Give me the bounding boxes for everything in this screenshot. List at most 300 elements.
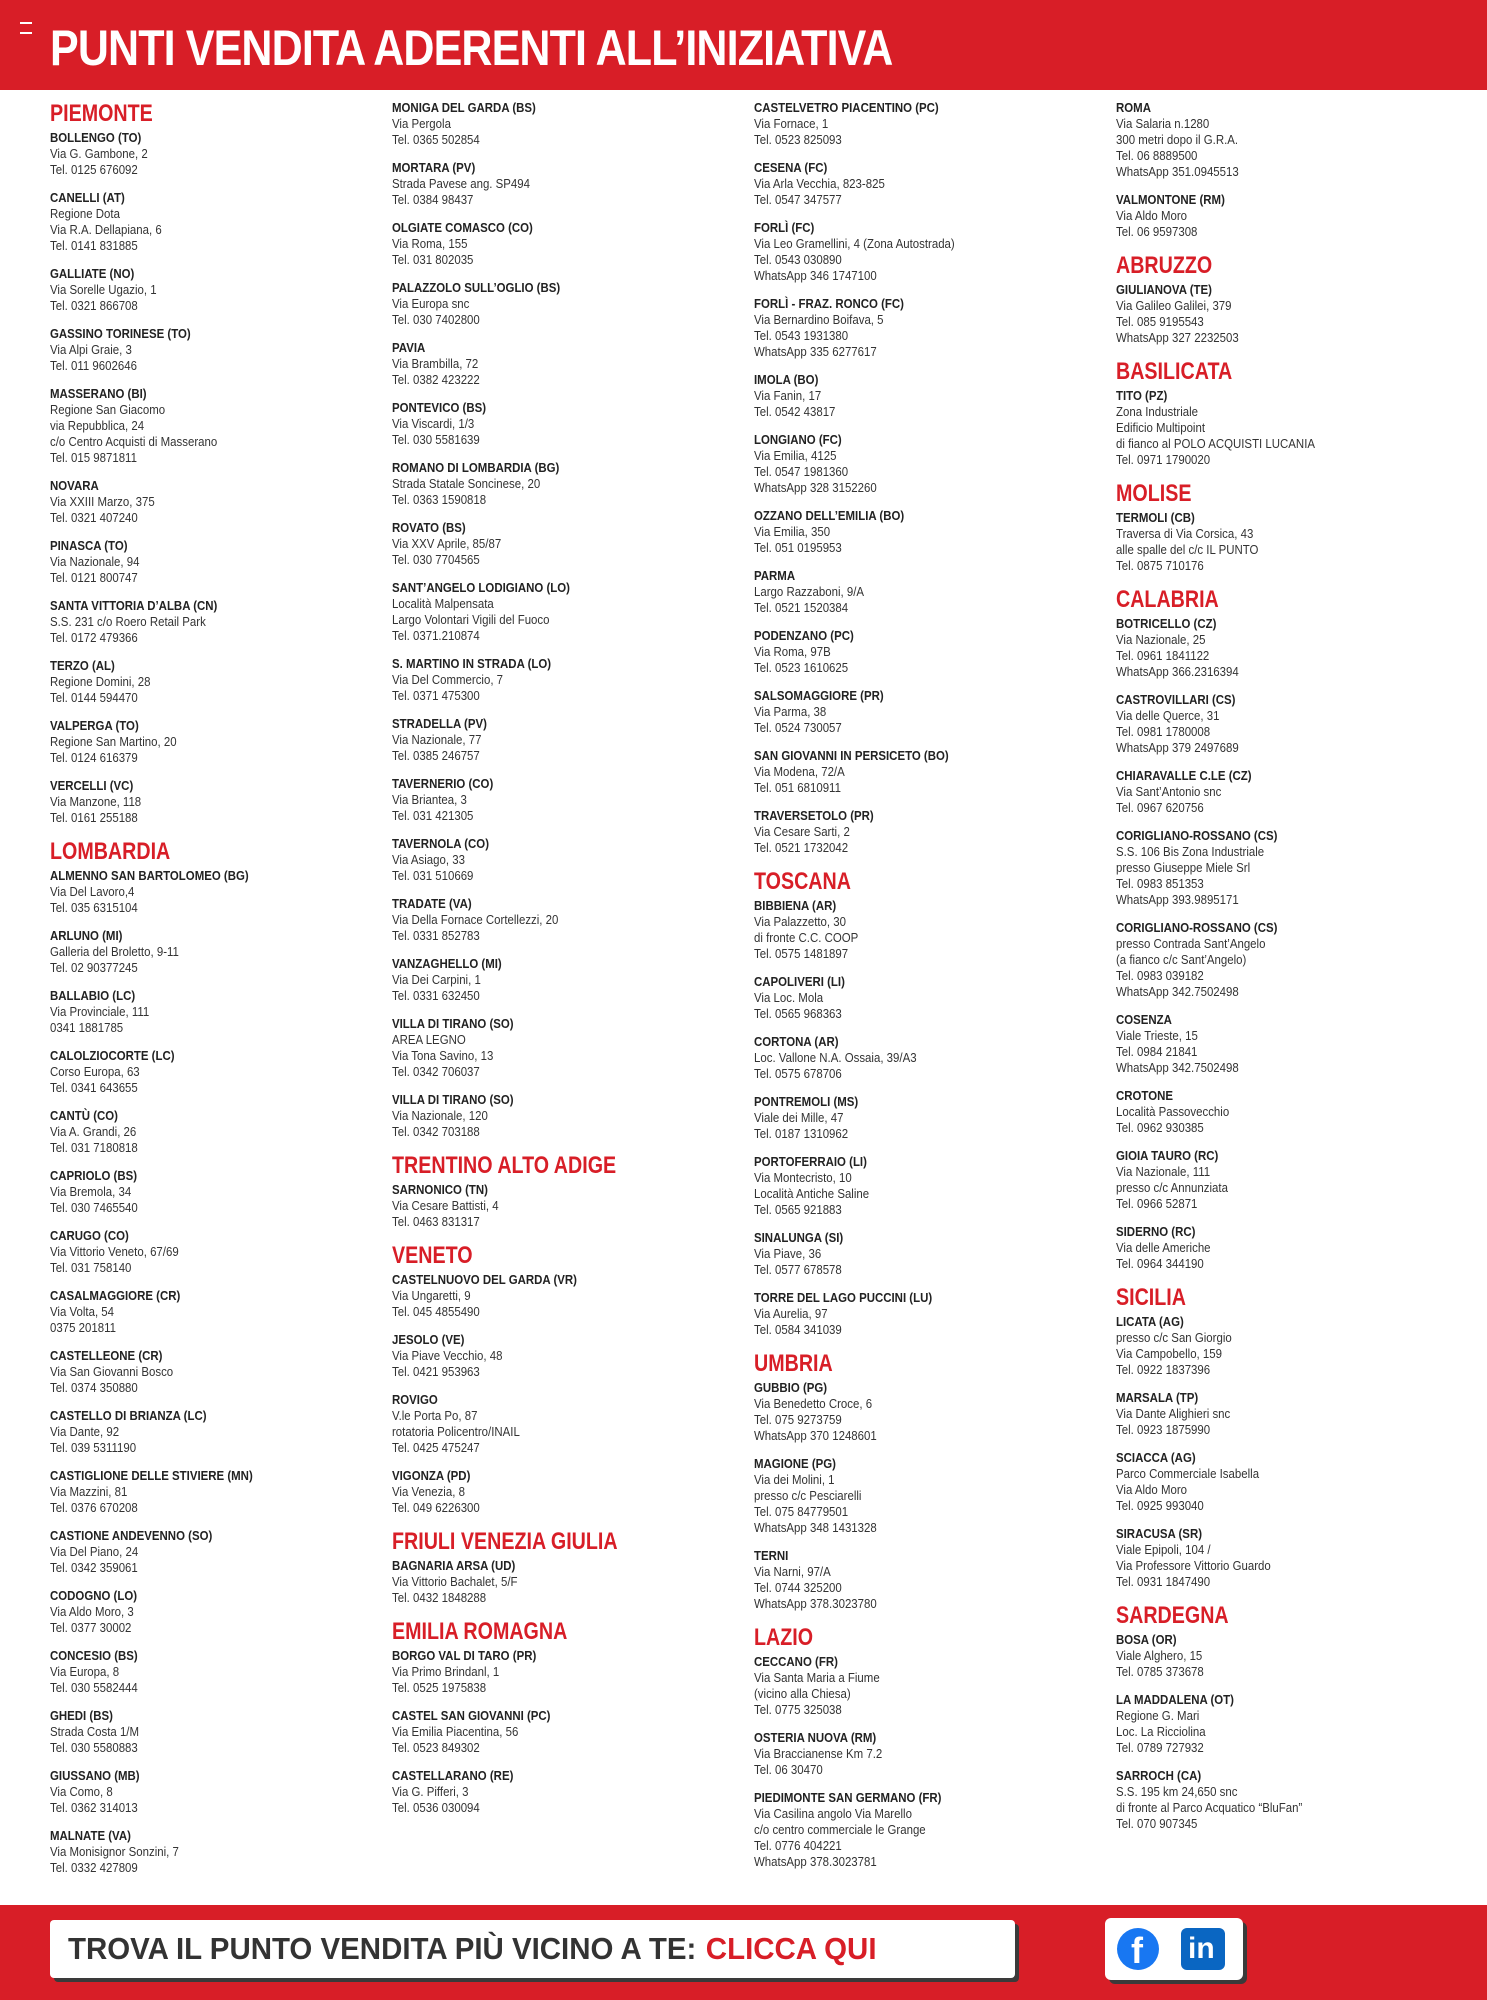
store-detail: presso Contrada Sant’Angelo — [1116, 936, 1266, 951]
store-detail: Tel. 0331 632450 — [392, 988, 480, 1003]
store-detail: Galleria del Broletto, 9-11 — [50, 944, 179, 959]
store-entry — [50, 1828, 400, 1876]
store-detail: Tel. 0321 866708 — [50, 298, 138, 313]
store-name: S. MARTINO IN STRADA (LO) — [392, 656, 552, 671]
store-name: BIBBIENA (AR) — [754, 898, 837, 913]
store-detail: Via Modena, 72/A — [754, 764, 845, 779]
store-detail: Tel. 031 510669 — [392, 868, 474, 883]
store-detail: S.S. 231 c/o Roero Retail Park — [50, 614, 206, 629]
store-name: CESENA (FC) — [754, 160, 828, 175]
store-entry — [754, 568, 1104, 616]
store-name: CROTONE — [1116, 1088, 1173, 1103]
store-detail: Regione Domini, 28 — [50, 674, 151, 689]
store-detail: Tel. 0922 1837396 — [1116, 1362, 1211, 1377]
store-detail: Via Cesare Sarti, 2 — [754, 824, 850, 839]
store-detail: Tel. 0577 678578 — [754, 1262, 842, 1277]
store-detail: Via Del Lavoro,4 — [50, 884, 135, 899]
store-detail: presso Giuseppe Miele Srl — [1116, 860, 1251, 875]
store-detail: Via Aurelia, 97 — [754, 1306, 828, 1321]
store-name: COSENZA — [1116, 1012, 1172, 1027]
store-detail: Tel. 0187 1310962 — [754, 1126, 849, 1141]
store-name: TERMOLI (CB) — [1116, 510, 1195, 525]
store-entry — [1116, 1224, 1466, 1272]
store-detail: WhatsApp 342.7502498 — [1116, 1060, 1239, 1075]
store-entry — [392, 776, 742, 824]
store-name: NOVARA — [50, 478, 99, 493]
store-detail: Strada Costa 1/M — [50, 1724, 140, 1739]
store-name: CECCANO (FR) — [754, 1654, 838, 1669]
store-entry — [50, 386, 400, 466]
store-name: BAGNARIA ARSA (UD) — [392, 1558, 516, 1573]
store-detail: Via A. Grandi, 26 — [50, 1124, 137, 1139]
region-heading: TRENTINO ALTO ADIGE — [392, 1152, 617, 1179]
store-detail: Tel. 0584 341039 — [754, 1322, 842, 1337]
store-detail: Tel. 0961 1841122 — [1116, 648, 1210, 663]
store-name: SALSOMAGGIORE (PR) — [754, 688, 884, 703]
store-name: GALLIATE (NO) — [50, 266, 135, 281]
store-detail: WhatsApp 348 1431328 — [754, 1520, 877, 1535]
store-detail: Via Europa snc — [392, 296, 470, 311]
store-detail: WhatsApp 342.7502498 — [1116, 984, 1239, 999]
store-entry — [754, 898, 1104, 962]
store-detail: Via Monisignor Sonzini, 7 — [50, 1844, 179, 1859]
store-name: MARSALA (TP) — [1116, 1390, 1199, 1405]
store-detail: Tel. 0141 831885 — [50, 238, 138, 253]
store-detail: Tel. 0983 851353 — [1116, 876, 1204, 891]
cta-text: TROVA IL PUNTO VENDITA PIÙ VICINO A TE: — [68, 1931, 697, 1966]
store-entry — [1116, 192, 1466, 240]
store-name: CARUGO (CO) — [50, 1228, 129, 1243]
region-heading: SARDEGNA — [1116, 1602, 1229, 1629]
store-name: SAN GIOVANNI IN PERSICETO (BO) — [754, 748, 949, 763]
store-entry — [1116, 1148, 1466, 1212]
store-detail: Tel. 0785 373678 — [1116, 1664, 1204, 1679]
store-entry — [50, 130, 400, 178]
store-detail: Tel. 0342 359061 — [50, 1560, 138, 1575]
store-name: LICATA (AG) — [1116, 1314, 1184, 1329]
store-detail: Tel. 0547 347577 — [754, 192, 842, 207]
store-name: ROMANO DI LOMBARDIA (BG) — [392, 460, 560, 475]
store-name: STRADELLA (PV) — [392, 716, 487, 731]
store-detail: Tel. 0971 1790020 — [1116, 452, 1211, 467]
store-entry — [392, 1468, 742, 1516]
store-name: SIDERNO (RC) — [1116, 1224, 1196, 1239]
store-detail: Via Del Piano, 24 — [50, 1544, 139, 1559]
region-heading: ABRUZZO — [1116, 252, 1213, 279]
store-name: CORIGLIANO-ROSSANO (CS) — [1116, 920, 1278, 935]
store-name: TRADATE (VA) — [392, 896, 472, 911]
column-3 — [754, 100, 1104, 1882]
store-entry — [1116, 1768, 1466, 1832]
store-detail: Tel. 0547 1981360 — [754, 464, 849, 479]
store-detail: Tel. 0536 030094 — [392, 1800, 480, 1815]
cta-link[interactable]: CLICCA QUI — [705, 1931, 877, 1966]
store-detail: Via Aldo Moro, 3 — [50, 1604, 134, 1619]
store-name: CODOGNO (LO) — [50, 1588, 138, 1603]
store-detail: rotatoria Policentro/INAIL — [392, 1424, 520, 1439]
store-detail: WhatsApp 378.3023780 — [754, 1596, 877, 1611]
store-name: LONGIANO (FC) — [754, 432, 842, 447]
store-entry — [1116, 1390, 1466, 1438]
store-detail: Via Roma, 155 — [392, 236, 468, 251]
store-entry — [392, 1768, 742, 1816]
store-detail: Tel. 070 907345 — [1116, 1816, 1198, 1831]
store-name: GIOIA TAURO (RC) — [1116, 1148, 1219, 1163]
store-detail: Via Cesare Battisti, 4 — [392, 1198, 499, 1213]
store-entry — [754, 1094, 1104, 1142]
store-detail: Viale Epipoli, 104 / — [1116, 1542, 1211, 1557]
store-detail: Via Arla Vecchia, 823-825 — [754, 176, 885, 191]
store-detail: Tel. 0776 404221 — [754, 1838, 842, 1853]
store-detail: WhatsApp 335 6277617 — [754, 344, 877, 359]
store-detail: WhatsApp 370 1248601 — [754, 1428, 877, 1443]
store-name: VILLA DI TIRANO (SO) — [392, 1092, 514, 1107]
store-detail: Località Antiche Saline — [754, 1186, 870, 1201]
store-detail: Tel. 0789 727932 — [1116, 1740, 1204, 1755]
store-detail: Via Pergola — [392, 116, 451, 131]
store-entry — [754, 432, 1104, 496]
store-name: PONTEVICO (BS) — [392, 400, 487, 415]
menu-icon — [20, 22, 32, 34]
store-name: ALMENNO SAN BARTOLOMEO (BG) — [50, 868, 249, 883]
region-heading: FRIULI VENEZIA GIULIA — [392, 1528, 618, 1555]
store-detail: Tel. 0371 475300 — [392, 688, 480, 703]
store-name: PALAZZOLO SULL’OGLIO (BS) — [392, 280, 561, 295]
store-name: ROVATO (BS) — [392, 520, 466, 535]
store-entry — [50, 658, 400, 706]
store-detail: Tel. 0161 255188 — [50, 810, 138, 825]
store-detail: 0341 1881785 — [50, 1020, 124, 1035]
store-name: OZZANO DELL’EMILIA (BO) — [754, 508, 905, 523]
store-detail: Tel. 0377 30002 — [50, 1620, 132, 1635]
store-locator-label[interactable] — [68, 1920, 877, 1978]
store-detail: Via Fanin, 17 — [754, 388, 822, 403]
store-detail: Tel. 015 9871811 — [50, 450, 137, 465]
store-detail: Via Aldo Moro — [1116, 1482, 1188, 1497]
store-name: ARLUNO (MI) — [50, 928, 123, 943]
store-detail: Via Leo Gramellini, 4 (Zona Autostrada) — [754, 236, 955, 251]
store-detail: Via Venezia, 8 — [392, 1484, 465, 1499]
store-detail: di fronte C.C. COOP — [754, 930, 859, 945]
linkedin-icon[interactable]: in — [1181, 1928, 1225, 1970]
store-entry — [50, 1408, 400, 1456]
store-entry — [392, 656, 742, 704]
store-entry — [754, 1730, 1104, 1778]
store-detail: Via Bremola, 34 — [50, 1184, 132, 1199]
store-name: CORTONA (AR) — [754, 1034, 839, 1049]
store-entry — [50, 1708, 400, 1756]
store-locator-button[interactable] — [50, 1920, 1015, 1978]
store-name: TAVERNERIO (CO) — [392, 776, 494, 791]
store-name: SANTA VITTORIA D’ALBA (CN) — [50, 598, 218, 613]
store-detail: Traversa di Via Corsica, 43 — [1116, 526, 1254, 541]
store-entry — [1116, 282, 1466, 346]
store-name: GIULIANOVA (TE) — [1116, 282, 1212, 297]
store-entry — [50, 1168, 400, 1216]
store-detail: Tel. 06 30470 — [754, 1762, 823, 1777]
store-name: MAGIONE (PG) — [754, 1456, 836, 1471]
store-entry — [50, 1648, 400, 1696]
store-entry — [1116, 1692, 1466, 1756]
store-entry — [754, 372, 1104, 420]
store-detail: Tel. 0376 670208 — [50, 1500, 138, 1515]
store-name: CASTELVETRO PIACENTINO (PC) — [754, 100, 939, 115]
store-name: CORIGLIANO-ROSSANO (CS) — [1116, 828, 1278, 843]
store-detail: Tel. 030 7704565 — [392, 552, 480, 567]
store-name: TAVERNOLA (CO) — [392, 836, 490, 851]
store-entry — [754, 628, 1104, 676]
store-name: MALNATE (VA) — [50, 1828, 131, 1843]
store-detail: Tel. 0923 1875990 — [1116, 1422, 1211, 1437]
store-detail: Via XXV Aprile, 85/87 — [392, 536, 502, 551]
store-entry — [1116, 100, 1466, 180]
store-name: PARMA — [754, 568, 796, 583]
store-entry — [1116, 616, 1466, 680]
store-name: PAVIA — [392, 340, 426, 355]
store-entry — [1116, 388, 1466, 468]
store-name: GIUSSANO (MB) — [50, 1768, 140, 1783]
store-detail: Regione G. Mari — [1116, 1708, 1200, 1723]
store-detail: presso c/c San Giorgio — [1116, 1330, 1232, 1345]
store-entry — [50, 478, 400, 526]
store-entry — [754, 508, 1104, 556]
region-heading: VENETO — [392, 1242, 473, 1269]
store-detail: Tel. 0875 710176 — [1116, 558, 1204, 573]
store-name: VERCELLI (VC) — [50, 778, 134, 793]
store-name: TORRE DEL LAGO PUCCINI (LU) — [754, 1290, 933, 1305]
store-entry — [392, 160, 742, 208]
store-name: IMOLA (BO) — [754, 372, 819, 387]
store-entry — [392, 956, 742, 1004]
store-detail: Via Professore Vittorio Guardo — [1116, 1558, 1271, 1573]
store-detail: presso c/c Annunziata — [1116, 1180, 1228, 1195]
store-detail: Via Alpi Graie, 3 — [50, 342, 132, 357]
region-heading: MOLISE — [1116, 480, 1192, 507]
store-name: SANT’ANGELO LODIGIANO (LO) — [392, 580, 570, 595]
store-detail: Tel. 0331 852783 — [392, 928, 480, 943]
store-detail: Via Volta, 54 — [50, 1304, 115, 1319]
store-name: TRAVERSETOLO (PR) — [754, 808, 874, 823]
store-entry — [754, 748, 1104, 796]
store-detail: Via Primo Brindanl, 1 — [392, 1664, 500, 1679]
store-name: GASSINO TORINESE (TO) — [50, 326, 191, 341]
store-detail: Tel. 051 0195953 — [754, 540, 842, 555]
store-detail: Via Tona Savino, 13 — [392, 1048, 494, 1063]
store-entry — [50, 1228, 400, 1276]
store-detail: Tel. 0371.210874 — [392, 628, 480, 643]
store-detail: Tel. 0575 1481897 — [754, 946, 849, 961]
store-detail: Località Passovecchio — [1116, 1104, 1230, 1119]
store-name: BALLABIO (LC) — [50, 988, 136, 1003]
store-name: TITO (PZ) — [1116, 388, 1168, 403]
store-detail: Tel. 0363 1590818 — [392, 492, 487, 507]
store-detail: Via G. Pifferi, 3 — [392, 1784, 469, 1799]
store-detail: Tel. 0521 1520384 — [754, 600, 849, 615]
region-heading: UMBRIA — [754, 1350, 833, 1377]
store-detail: Tel. 0523 825093 — [754, 132, 842, 147]
store-name: CALOLZIOCORTE (LC) — [50, 1048, 175, 1063]
region-heading: EMILIA ROMAGNA — [392, 1618, 568, 1645]
store-entry — [50, 988, 400, 1036]
store-entry — [50, 928, 400, 976]
store-entry — [754, 1654, 1104, 1718]
store-entry — [1116, 1632, 1466, 1680]
store-detail: Via Asiago, 33 — [392, 852, 465, 867]
store-detail: Via Aldo Moro — [1116, 208, 1188, 223]
store-entry — [1116, 768, 1466, 816]
store-detail: Tel. 0121 800747 — [50, 570, 138, 585]
store-detail: Tel. 0321 407240 — [50, 510, 138, 525]
store-detail: Via Nazionale, 111 — [1116, 1164, 1211, 1179]
store-detail: Via Della Fornace Cortellezzi, 20 — [392, 912, 559, 927]
store-name: FORLÌ (FC) — [754, 220, 815, 235]
store-detail: Tel. 0775 325038 — [754, 1702, 842, 1717]
column-1 — [50, 100, 400, 1888]
store-name: CASTIGLIONE DELLE STIVIERE (MN) — [50, 1468, 253, 1483]
store-entry — [754, 1230, 1104, 1278]
store-detail: Via Casilina angolo Via Marello — [754, 1806, 912, 1821]
store-entry — [754, 1034, 1104, 1082]
store-name: CASTROVILLARI (CS) — [1116, 692, 1236, 707]
store-detail: Via Provinciale, 111 — [50, 1004, 150, 1019]
store-detail: Tel. 0565 968363 — [754, 1006, 842, 1021]
store-entry — [392, 1648, 742, 1696]
store-detail: Via Narni, 97/A — [754, 1564, 831, 1579]
store-name: TERNI — [754, 1548, 789, 1563]
store-name: PODENZANO (PC) — [754, 628, 854, 643]
store-detail: Tel. 0543 030890 — [754, 252, 842, 267]
store-name: MORTARA (PV) — [392, 160, 476, 175]
store-detail: Tel. 049 6226300 — [392, 1500, 480, 1515]
store-name: TERZO (AL) — [50, 658, 115, 673]
store-detail: Tel. 0523 1610625 — [754, 660, 849, 675]
store-entry — [50, 326, 400, 374]
store-detail: Via Dei Carpini, 1 — [392, 972, 481, 987]
store-detail: Via Mazzini, 81 — [50, 1484, 128, 1499]
store-entry — [392, 1332, 742, 1380]
store-name: BOLLENGO (TO) — [50, 130, 142, 145]
store-detail: Tel. 051 6810911 — [754, 780, 841, 795]
store-entry — [392, 1708, 742, 1756]
region-heading: PIEMONTE — [50, 100, 153, 127]
store-name: MONIGA DEL GARDA (BS) — [392, 100, 536, 115]
store-detail: Via Ungaretti, 9 — [392, 1288, 471, 1303]
store-detail: Viale Trieste, 15 — [1116, 1028, 1198, 1043]
store-detail: Tel. 0575 678706 — [754, 1066, 842, 1081]
store-detail: Loc. Vallone N.A. Ossaia, 39/A3 — [754, 1050, 917, 1065]
store-detail: Via dei Molini, 1 — [754, 1472, 835, 1487]
store-entry — [754, 1290, 1104, 1338]
store-entry — [1116, 920, 1466, 1000]
store-detail: Via Como, 8 — [50, 1784, 113, 1799]
store-name: BOTRICELLO (CZ) — [1116, 616, 1217, 631]
store-name: JESOLO (VE) — [392, 1332, 465, 1347]
store-detail: V.le Porta Po, 87 — [392, 1408, 478, 1423]
store-name: VALPERGA (TO) — [50, 718, 139, 733]
store-detail: 0375 201811 — [50, 1320, 116, 1335]
store-name: CASTELLARANO (RE) — [392, 1768, 514, 1783]
store-detail: Tel. 0925 993040 — [1116, 1498, 1204, 1513]
store-entry — [392, 836, 742, 884]
store-detail: Zona Industriale — [1116, 404, 1199, 419]
store-entry — [50, 538, 400, 586]
store-detail: Via delle Americhe — [1116, 1240, 1211, 1255]
store-entry — [392, 460, 742, 508]
store-detail: Via Piave, 36 — [754, 1246, 822, 1261]
store-detail: Via Europa, 8 — [50, 1664, 120, 1679]
store-detail: Via Brambilla, 72 — [392, 356, 479, 371]
store-detail: Località Malpensata — [392, 596, 494, 611]
store-name: CANTÙ (CO) — [50, 1108, 118, 1123]
store-detail: Via Fornace, 1 — [754, 116, 829, 131]
store-entry — [392, 520, 742, 568]
store-name: PINASCA (TO) — [50, 538, 128, 553]
store-detail: Tel. 030 7402800 — [392, 312, 480, 327]
store-entry — [392, 280, 742, 328]
store-detail: WhatsApp 351.0945513 — [1116, 164, 1239, 179]
store-name: SARNONICO (TN) — [392, 1182, 488, 1197]
store-name: CASTELLO DI BRIANZA (LC) — [50, 1408, 207, 1423]
facebook-icon[interactable]: f — [1117, 1928, 1159, 1970]
store-detail: 300 metri dopo il G.R.A. — [1116, 132, 1239, 147]
store-detail: Tel. 0144 594470 — [50, 690, 138, 705]
store-entry — [1116, 510, 1466, 574]
store-detail: Via Nazionale, 120 — [392, 1108, 488, 1123]
store-name: VANZAGHELLO (MI) — [392, 956, 502, 971]
store-detail: Via R.A. Dellapiana, 6 — [50, 222, 162, 237]
store-detail: WhatsApp 393.9895171 — [1116, 892, 1239, 907]
store-detail: Tel. 0385 246757 — [392, 748, 480, 763]
store-detail: Tel. 0543 1931380 — [754, 328, 849, 343]
store-name: CASTEL SAN GIOVANNI (PC) — [392, 1708, 551, 1723]
store-detail: Via Bernardino Boifava, 5 — [754, 312, 884, 327]
store-detail: Tel. 0962 930385 — [1116, 1120, 1204, 1135]
store-detail: Via Nazionale, 77 — [392, 732, 482, 747]
store-detail: Via G. Gambone, 2 — [50, 146, 148, 161]
social-links — [1105, 1918, 1243, 1980]
store-detail: WhatsApp 328 3152260 — [754, 480, 877, 495]
store-name: BOSA (OR) — [1116, 1632, 1177, 1647]
store-entry — [392, 220, 742, 268]
store-detail: di fronte al Parco Acquatico “BluFan” — [1116, 1800, 1303, 1815]
store-name: CONCESIO (BS) — [50, 1648, 138, 1663]
store-entry — [50, 718, 400, 766]
store-entry — [392, 580, 742, 644]
store-detail: WhatsApp 346 1747100 — [754, 268, 877, 283]
store-detail: Largo Razzaboni, 9/A — [754, 584, 865, 599]
store-detail: S.S. 195 km 24,650 snc — [1116, 1784, 1238, 1799]
region-heading: LAZIO — [754, 1624, 814, 1651]
store-detail: Tel. 075 84779501 — [754, 1504, 849, 1519]
store-detail: di fianco al POLO ACQUISTI LUCANIA — [1116, 436, 1316, 451]
store-detail: S.S. 106 Bis Zona Industriale — [1116, 844, 1265, 859]
store-detail: Tel. 0125 676092 — [50, 162, 138, 177]
store-name: FORLÌ - FRAZ. RONCO (FC) — [754, 296, 904, 311]
store-detail: Tel. 030 7465540 — [50, 1200, 138, 1215]
store-entry — [754, 1790, 1104, 1870]
store-detail: Via Nazionale, 94 — [50, 554, 140, 569]
store-detail: Regione Dota — [50, 206, 120, 221]
store-detail: Via Vittorio Bachalet, 5/F — [392, 1574, 518, 1589]
store-name: CANELLI (AT) — [50, 190, 125, 205]
store-detail: Viale dei Mille, 47 — [754, 1110, 844, 1125]
store-detail: Via Salaria n.1280 — [1116, 116, 1210, 131]
region-heading: BASILICATA — [1116, 358, 1233, 385]
store-detail: Tel. 011 9602646 — [50, 358, 137, 373]
store-detail: Tel. 085 9195543 — [1116, 314, 1204, 329]
store-entry — [50, 1348, 400, 1396]
store-detail: Tel. 0524 730057 — [754, 720, 842, 735]
